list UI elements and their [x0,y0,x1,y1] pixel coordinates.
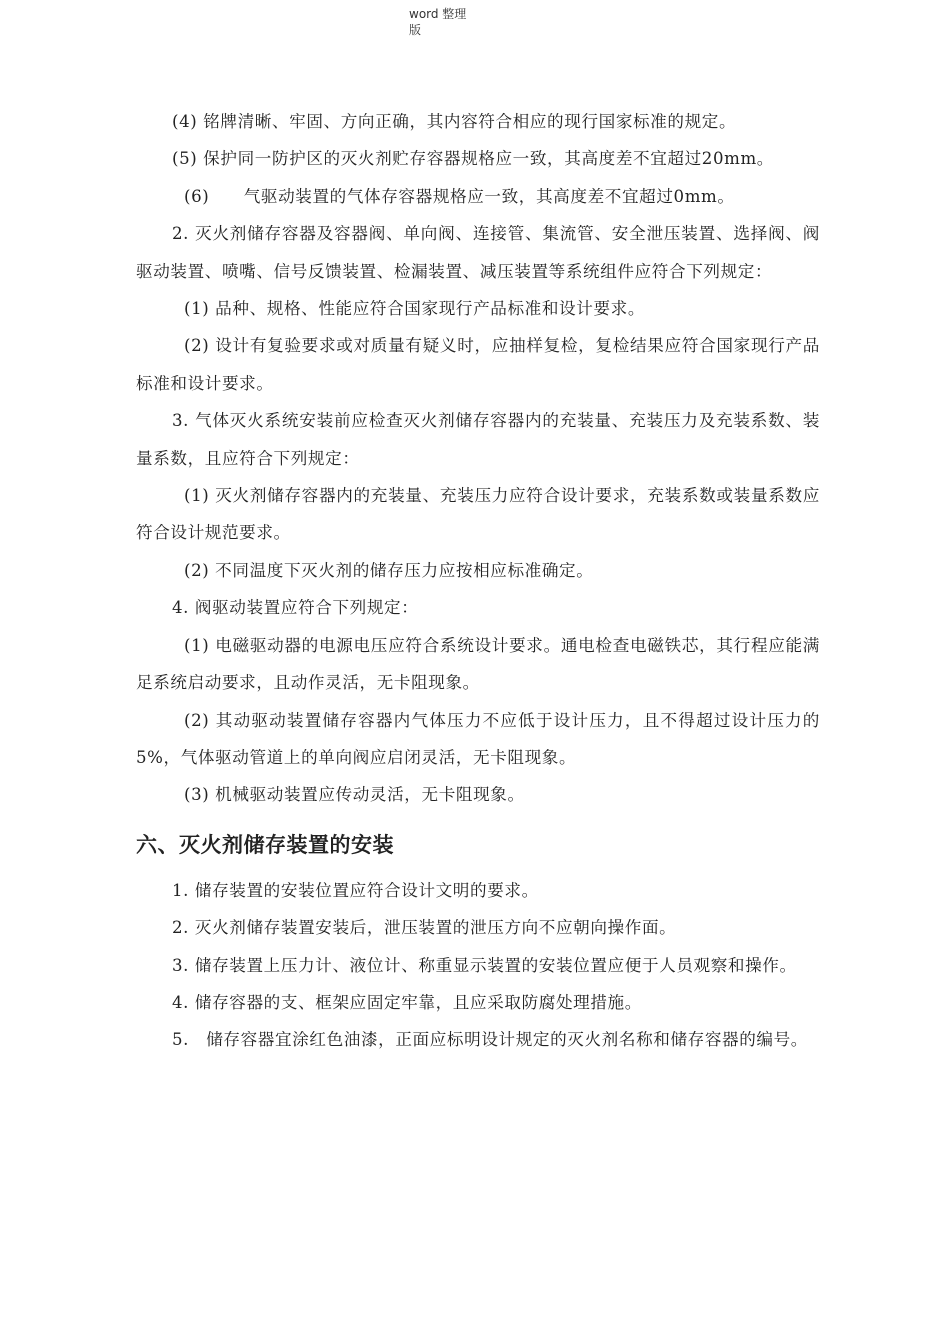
section-heading: 六、灭火剂储存装置的安装 [136,831,394,857]
header-line-1: word 整理 [409,7,467,21]
paragraph-4-1: (1) 电磁驱动器的电源电压应符合系统设计要求。通电检查电磁铁芯，其行程应能满足系统启动要求，且动作灵活，无卡阻现象。 [136,635,820,693]
paragraph-item-5: (5) 保护同一防护区的灭火剂贮存容器规格应一致，其高度差不宜超过20mm。 [172,149,774,169]
paragraph-3-1: (1) 灭火剂储存容器内的充装量、充装压力应符合设计要求，充装系数或装量系数应符合设计规范要求。 [136,486,820,543]
paragraph-item-6: (6) 气驱动装置的气体存容器规格应一致，其高度差不宜超过0mm。 [184,186,735,206]
paragraph-item-4: (4) 铭牌清晰、牢固、方向正确，其内容符合相应的现行国家标准的规定。 [172,112,737,131]
paragraph-install-4: 4. 储存容器的支、框架应固定牢靠，且应采取防腐处理措施。 [172,992,642,1012]
paragraph-4-2: (2) 其动驱动装置储存容器内气体压力不应低于设计压力，且不得超过设计压力的5%，气体驱动管道上的单向阀应启闭灵活，无卡阻现象。 [136,710,820,767]
paragraph-4-3: (3) 机械驱动装置应传动灵活，无卡阻现象。 [184,785,525,805]
paragraph-section-3: 3. 气体灭火系统安装前应检查灭火剂储存容器内的充装量、充装压力及充装系数、装量系数，且应符合下列规定： [136,411,820,468]
page-header [409,6,489,38]
paragraph-install-2: 2. 灭火剂储存装置安装后，泄压装置的泄压方向不应朝向操作面。 [172,918,677,938]
paragraph-install-5: 5. 储存容器宜涂红色油漆，正面应标明设计规定的灭火剂名称和储存容器的编号。 [172,1030,809,1050]
header-line-2: 版 [409,23,422,37]
paragraph-3-2: (2) 不同温度下灭火剂的储存压力应按相应标准确定。 [184,560,594,580]
paragraph-section-4: 4. 阀驱动装置应符合下列规定： [172,598,419,618]
paragraph-2-1: (1) 品种、规格、性能应符合国家现行产品标准和设计要求。 [184,299,646,319]
paragraph-install-1: 1. 储存装置的安装位置应符合设计文明的要求。 [172,880,539,900]
paragraph-2-2: (2) 设计有复验要求或对质量有疑义时，应抽样复检，复检结果应符合国家现行产品标准和设计要求。 [136,336,820,393]
document-body [136,103,820,1059]
paragraph-section-2: 2. 灭火剂储存容器及容器阀、单向阀、连接管、集流管、安全泄压装置、选择阀、阀驱动装置、喷嘴、信号反馈装置、检漏装置、减压装置等系统组件应符合下列规定： [136,224,820,281]
paragraph-install-3: 3. 储存装置上压力计、液位计、称重显示装置的安装位置应便于人员观察和操作。 [172,955,797,975]
